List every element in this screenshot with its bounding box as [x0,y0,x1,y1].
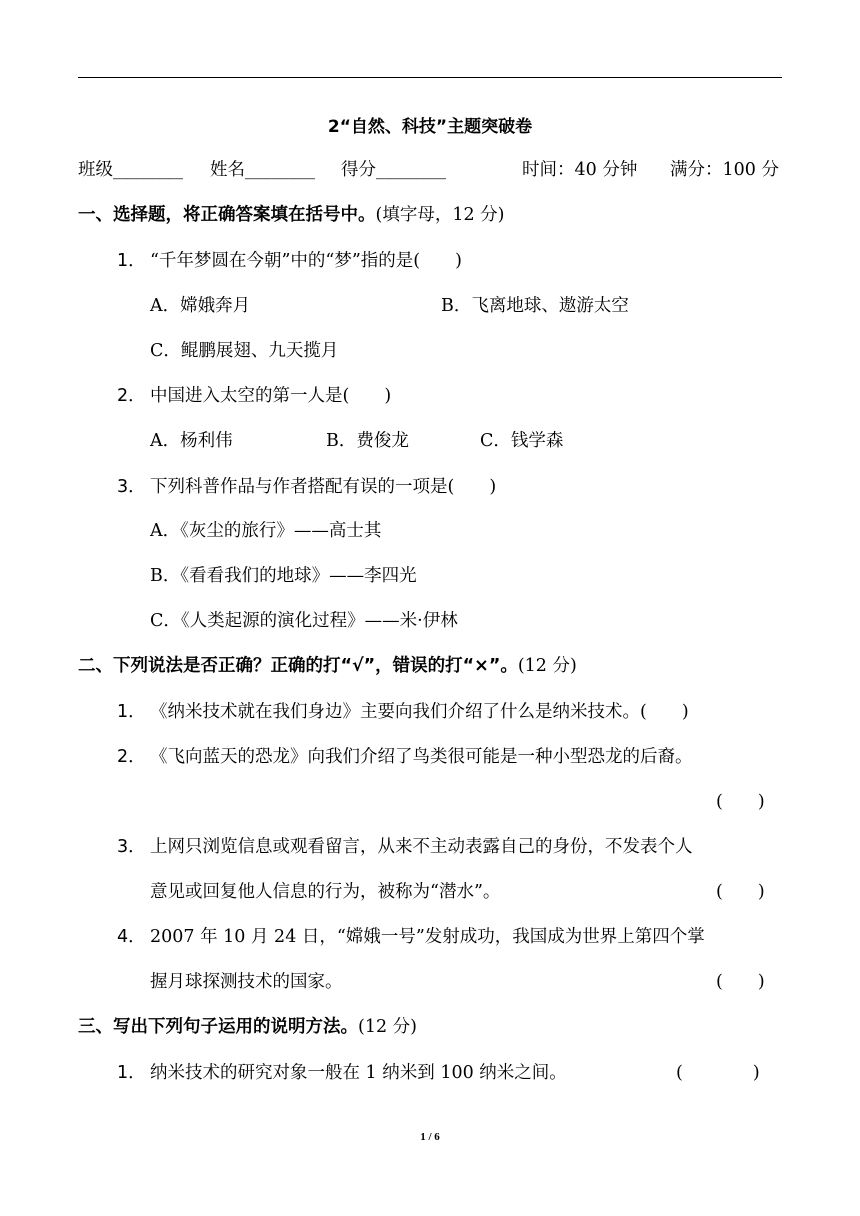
section-1-title: 一、选择题，将正确答案填在括号中。 [78,205,376,225]
question-text-line-2: 握月球探测技术的国家。 [150,972,343,992]
question-text: 《纳米技术就在我们身边》主要向我们介绍了什么是纳米技术。( ) [150,702,689,722]
section-3-title: 三、写出下列句子运用的说明方法。 [78,1017,358,1037]
question-number: 2． [117,386,146,406]
section-1-heading [78,207,505,225]
question-text: “千年梦圆在今朝”中的“梦”指的是( ) [150,251,462,271]
answer-blank: ( ) [716,792,765,812]
section-3-heading [78,1019,417,1037]
option-b: B．飞离地球、遨游太空 [441,296,629,316]
answer-blank: ( ) [676,1063,760,1083]
question-text: 下列科普作品与作者搭配有误的一项是( ) [150,477,497,497]
option-c: C．《人类起源的演化过程》——米·伊林 [150,611,458,631]
option-b: B．费俊龙 [326,431,409,451]
page-number: 1 / 6 [420,1131,440,1143]
option-a: A．《灰尘的旅行》——高士其 [150,521,382,541]
full-score-info: 满分：100 分 [670,160,779,180]
answer-blank: ( ) [716,882,765,902]
name-field: 姓名________ [210,160,315,180]
section-3-note: (12 分) [358,1017,417,1037]
question-text-line-1: 2007 年 10 月 24 日，“嫦娥一号”发射成功，我国成为世界上第四个掌 [150,927,705,947]
class-field: 班级________ [78,160,183,180]
question-text: 《飞向蓝天的恐龙》向我们介绍了鸟类很可能是一种小型恐龙的后裔。 [150,747,693,767]
question-number: 1． [117,251,146,271]
question-text-line-1: 上网只浏览信息或观看留言，从来不主动表露自己的身份，不发表个人 [150,837,693,857]
question-text: 中国进入太空的第一人是( ) [150,386,392,406]
answer-blank: ( ) [716,972,765,992]
option-c: C．鲲鹏展翅、九天揽月 [150,341,339,361]
option-a: A．杨利伟 [150,431,233,451]
question-number: 3． [117,837,146,857]
question-number: 4． [117,927,146,947]
page-title: 2“自然、科技”主题突破卷 [327,117,533,137]
time-info: 时间：40 分钟 [522,160,638,180]
section-1-note: (填字母，12 分) [375,205,505,225]
question-text: 纳米技术的研究对象一般在 1 纳米到 100 纳米之间。 [150,1063,567,1083]
question-text-line-2: 意见或回复他人信息的行为，被称为“潜水”。 [150,882,501,902]
question-number: 2． [117,747,146,767]
option-b: B．《看看我们的地球》——李四光 [150,566,417,586]
score-field: 得分________ [341,160,446,180]
section-2-note: (12 分) [517,656,577,676]
option-c: C．钱学森 [480,431,564,451]
question-number: 3． [117,477,146,497]
option-a: A．嫦娥奔月 [150,296,251,316]
section-2-title: 二、下列说法是否正确？正确的打“√”，错误的打“×”。 [78,656,518,676]
question-number: 1． [117,1063,146,1083]
section-2-heading [78,658,577,676]
header-rule [78,77,782,78]
question-number: 1． [117,702,146,722]
